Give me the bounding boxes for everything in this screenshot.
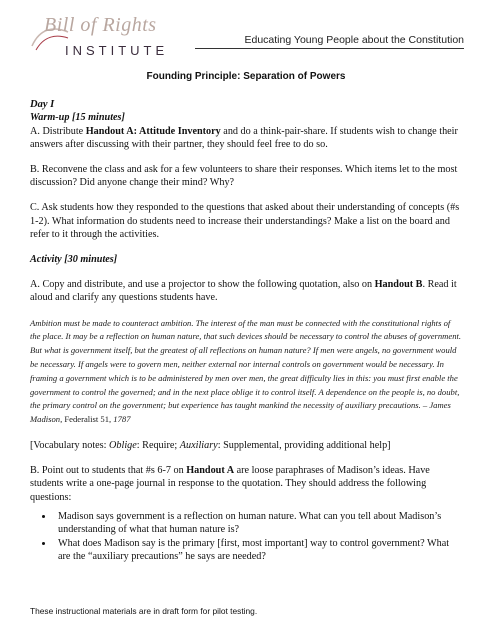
quote-source: Federalist 51,	[64, 414, 112, 425]
warmup-step-a: A. Distribute Handout A: Attitude Inventory and do a think-pair-share. If students wish to change their answers after discussing with their partner, they should feel free to do so.	[30, 125, 458, 150]
warmup-step-c: C. Ask students how they responded to the questions that asked about their understanding of concepts (#s 1-2). What information do students need to increase their understandings? Make a list on the board and refer to it through the activities.	[30, 202, 460, 240]
header-divider	[195, 48, 464, 49]
logo-script-text: Bill of Rights	[44, 14, 157, 36]
header-tagline: Educating Young People about the Constitution	[244, 34, 464, 46]
bill-of-rights-institute-logo	[30, 14, 180, 60]
handout-b-reference: Handout B	[374, 279, 423, 291]
madison-quotation: Ambition must be made to counteract ambition. The interest of the man must be connected with the constitutional rights of the place. It may be a reflection on human nature, that such devices should be necessary to control the abuses of government. But what is government itself, but the greatest of all reflections on human nature? If men were angels, no government would be necessary. If angels were to govern men, neither external nor internal controls on government would be necessary. In framing a government which is to be administered by men over men, the great difficulty lies in this: you must first enable the government to control the governed; and in the next place oblige it to control itself. A dependence on the people is, no doubt, the primary control on the government; but experience has taught mankind the necessity of auxiliary precautions. – James Madison, Federalist 51, 1787	[30, 317, 462, 425]
list-item: • Madison says government is a reflection on human nature. What can you tell about Madison’s understanding of what that human nature is?	[54, 510, 462, 536]
logo-institute-text: INSTITUTE	[65, 43, 169, 58]
activity-heading: Activity [30 minutes]	[30, 254, 118, 266]
document-body	[30, 62, 462, 565]
question-list	[30, 510, 462, 564]
activity-step-a: A. Copy and distribute, and use a projector to show the following quotation, also on Handout B. Read it aloud and clarify any questions students have.	[30, 279, 457, 304]
footer-note: These instructional materials are in draft form for pilot testing.	[30, 606, 258, 616]
vocabulary-notes: [Vocabulary notes: Oblige: Require; Auxiliary: Supplemental, providing additional help]	[30, 440, 391, 452]
handout-a-reference: Handout A: Attitude Inventory	[85, 125, 221, 137]
handout-a-reference-2: Handout A	[186, 465, 235, 477]
list-item: • What does Madison say is the primary [first, most important] way to control government? What are the “auxiliary precautions” he says are needed?	[54, 537, 462, 563]
warmup-heading: Warm-up [15 minutes]	[30, 112, 125, 124]
day-heading: Day I	[30, 99, 55, 111]
page-title: Founding Principle: Separation of Powers	[146, 71, 346, 82]
warmup-step-b: B. Reconvene the class and ask for a few volunteers to share their responses. Which items let to the most discussion? Did anyone change their mind? Why?	[30, 164, 458, 189]
activity-step-b: B. Point out to students that #s 6-7 on Handout A are loose paraphrases of Madison’s ideas. Have students write a one-page journal in response to the quotation. They should address the following questions:	[30, 465, 430, 503]
